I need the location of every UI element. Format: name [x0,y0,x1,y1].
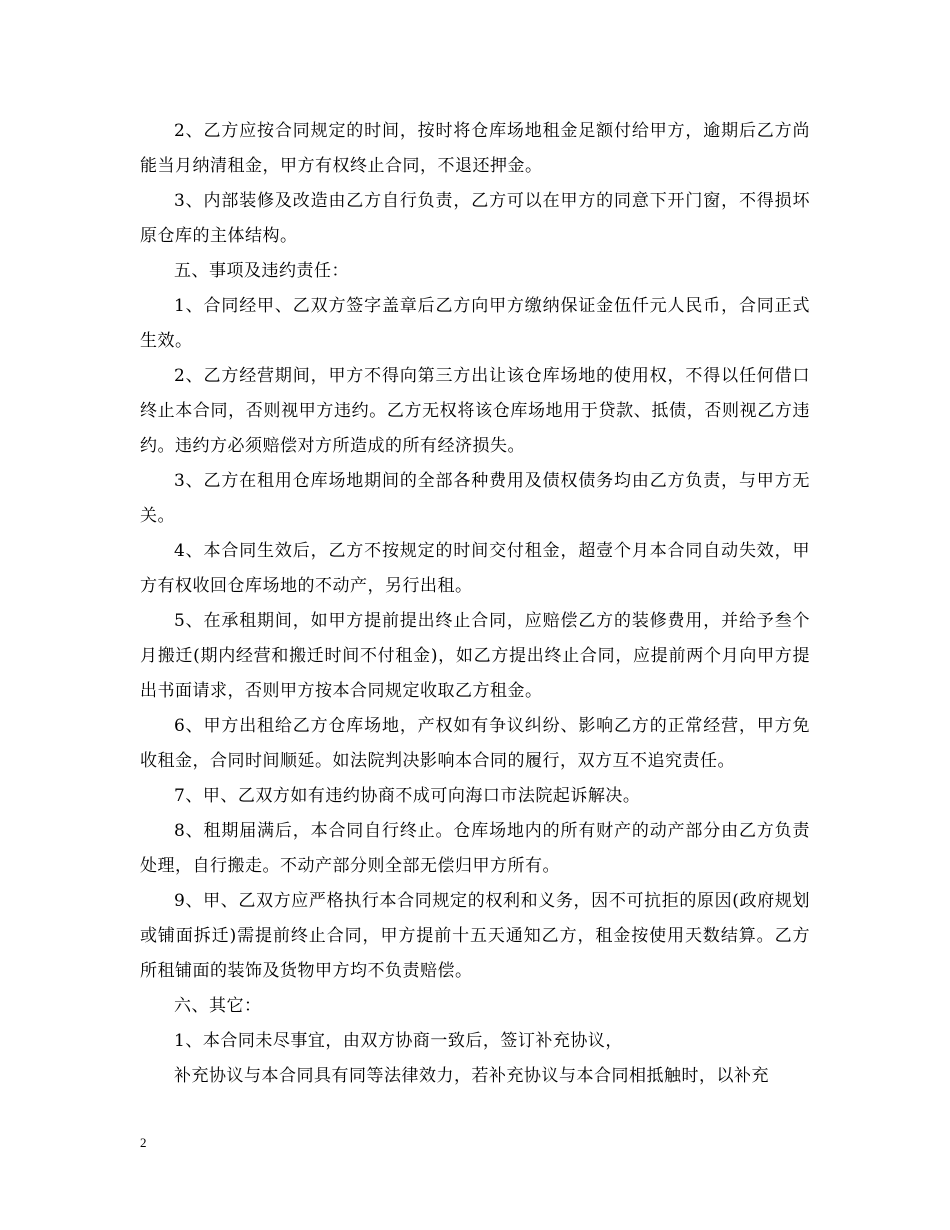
paragraph-clause-3: 3、内部装修及改造由乙方自行负责，乙方可以在甲方的同意下开门窗，不得损坏原仓库的主体结构。 [140,191,810,246]
paragraph-section5-clause-7: 7、甲、乙双方如有违约协商不成可向海口市法院起诉解决。 [174,786,641,806]
paragraph-section5-clause-5: 5、在承租期间，如甲方提前提出终止合同，应赔偿乙方的装修费用，并给予叁个月搬迁(期内经营和搬迁时间不付租金)，如乙方提出终止合同，应提前两个月向甲方提出书面请求，否则甲方按本合同规定收取乙方租金。 [140,611,810,701]
paragraph-section5-clause-6: 6、甲方出租给乙方仓库场地，产权如有争议纠纷、影响乙方的正常经营，甲方免收租金，合同时间顺延。如法院判决影响本合同的履行，双方互不追究责任。 [140,716,810,771]
paragraph-section6-clause-1: 1、本合同未尽事宜，由双方协商一致后，签订补充协议， [174,1031,623,1051]
paragraph-section5-clause-8: 8、租期届满后，本合同自行终止。仓库场地内的所有财产的动产部分由乙方负责处理，自行搬走。不动产部分则全部无偿归甲方所有。 [140,821,810,876]
paragraph-section5-clause-2: 2、乙方经营期间，甲方不得向第三方出让该仓库场地的使用权，不得以任何借口终止本合同，否则视甲方违约。乙方无权将该仓库场地用于贷款、抵债，否则视乙方违约。违约方必须赔偿对方所造成的所有经济损失。 [140,366,810,456]
section-heading-6: 六、其它： [174,996,262,1016]
paragraph-section5-clause-3: 3、乙方在租用仓库场地期间的全部各种费用及债权债务均由乙方负责，与甲方无关。 [140,471,810,526]
paragraph-supplementary-agreement: 补充协议与本合同具有同等法律效力，若补充协议与本合同相抵触时，以补充 [174,1066,769,1086]
section-heading-5: 五、事项及违约责任： [174,261,349,281]
page-number: 2 [140,1135,147,1150]
paragraph-section5-clause-9: 9、甲、乙双方应严格执行本合同规定的权利和义务，因不可抗拒的原因(政府规划或铺面拆迁)需提前终止合同，甲方提前十五天通知乙方，租金按使用天数结算。乙方所租铺面的装饰及货物甲方均不负责赔偿。 [140,891,810,981]
document-body [140,114,810,1094]
paragraph-clause-2: 2、乙方应按合同规定的时间，按时将仓库场地租金足额付给甲方，逾期后乙方尚能当月纳清租金，甲方有权终止合同，不退还押金。 [140,121,810,176]
paragraph-section5-clause-1: 1、合同经甲、乙双方签字盖章后乙方向甲方缴纳保证金伍仟元人民币，合同正式生效。 [140,296,810,351]
paragraph-section5-clause-4: 4、本合同生效后，乙方不按规定的时间交付租金，超壹个月本合同自动失效，甲方有权收回仓库场地的不动产，另行出租。 [140,541,810,596]
